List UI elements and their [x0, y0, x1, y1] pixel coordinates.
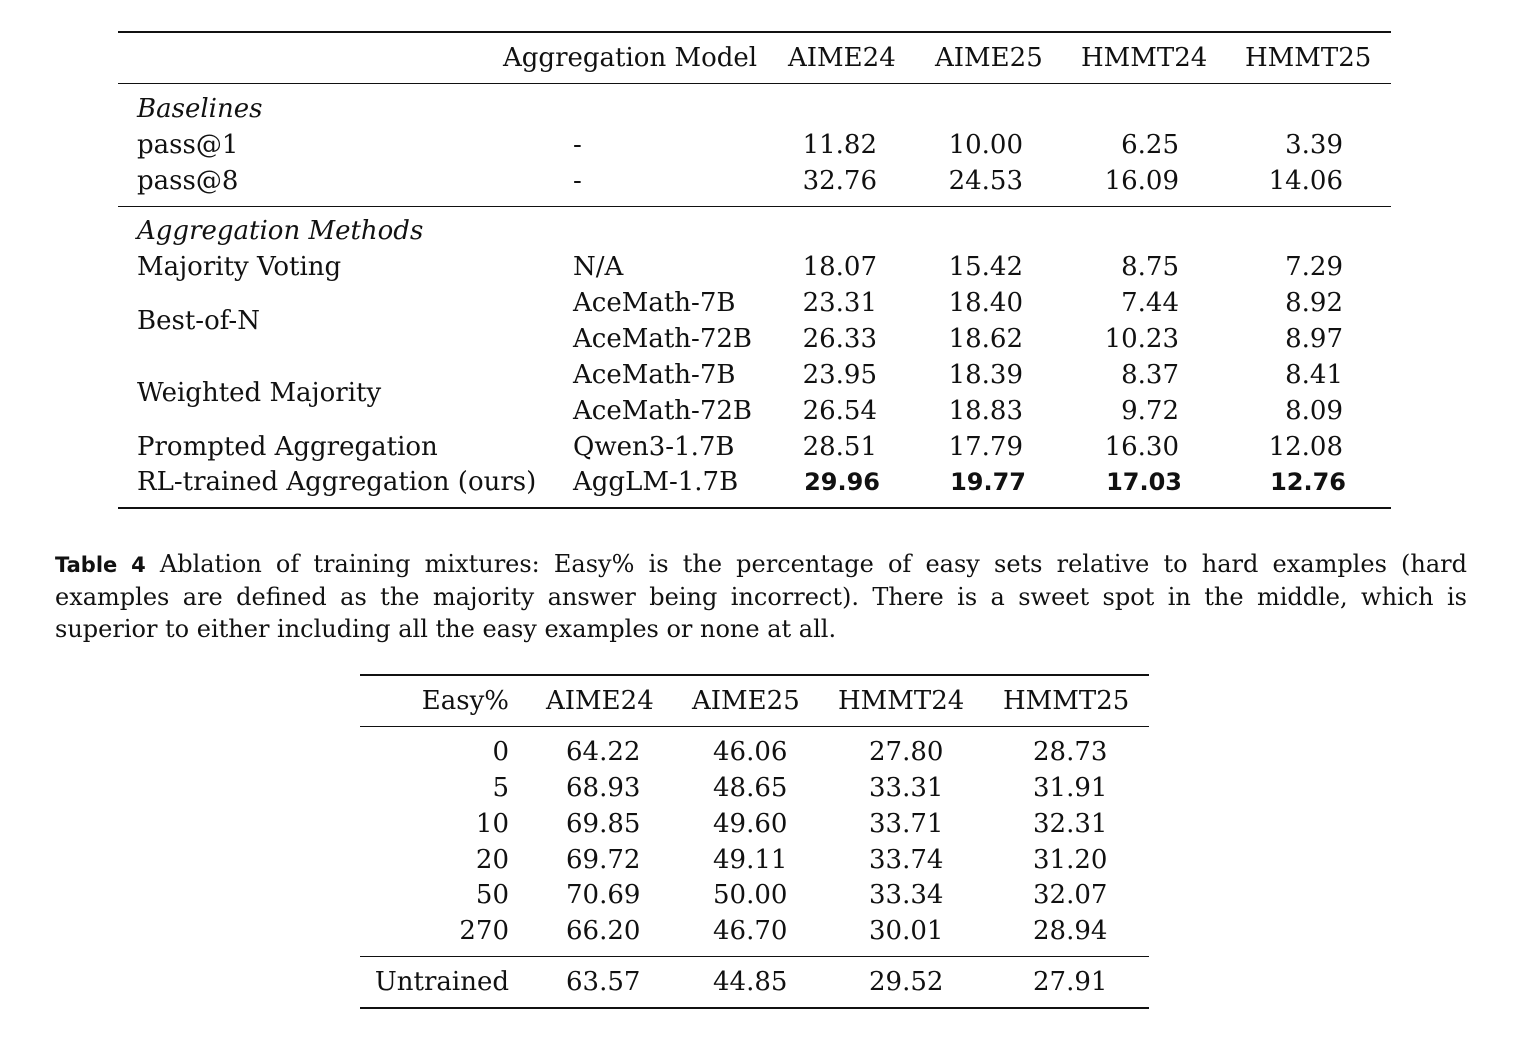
- aggregation-model: AceMath-7B: [573, 360, 736, 390]
- section-rule: [118, 206, 1391, 207]
- score-hmmt25: 8.92: [1285, 288, 1343, 318]
- score-hmmt24: 7.44: [1121, 288, 1179, 318]
- col-header-hmmt24: HMMT24: [838, 686, 965, 716]
- score-aime24: 70.69: [566, 880, 641, 910]
- score-hmmt25: 32.31: [1033, 809, 1108, 839]
- score-hmmt25: 3.39: [1285, 130, 1343, 160]
- col-header-aime25: AIME25: [692, 686, 800, 716]
- header-rule: [118, 83, 1391, 84]
- method-name: Weighted Majority: [137, 378, 382, 408]
- score-aime25: 49.11: [713, 845, 788, 875]
- score-aime25: 46.70: [713, 916, 788, 946]
- bottom-rule: [360, 1007, 1149, 1009]
- aggregation-model: AceMath-7B: [573, 288, 736, 318]
- header-rule: [360, 726, 1149, 727]
- col-header-easy-pct: Easy%: [421, 686, 509, 716]
- col-header-aime24: AIME24: [546, 686, 654, 716]
- score-hmmt24: 16.30: [1104, 432, 1179, 462]
- method-name: Prompted Aggregation: [137, 432, 438, 462]
- score-aime24: 28.51: [802, 432, 877, 462]
- bottom-rule: [118, 507, 1391, 509]
- score-hmmt25: 32.07: [1033, 880, 1108, 910]
- score-aime24-best: 29.96: [804, 468, 880, 496]
- score-hmmt25: 27.91: [1033, 967, 1108, 997]
- untrained-rule: [360, 956, 1149, 957]
- top-rule: [118, 31, 1391, 33]
- score-hmmt24: 9.72: [1121, 396, 1179, 426]
- col-header-aime24: AIME24: [788, 43, 896, 73]
- score-aime24: 66.20: [566, 916, 641, 946]
- score-aime25: 50.00: [713, 880, 788, 910]
- score-aime24: 26.33: [802, 324, 877, 354]
- score-aime25: 10.00: [948, 130, 1023, 160]
- easy-pct: 10: [475, 809, 509, 839]
- score-aime24: 69.85: [566, 809, 641, 839]
- score-hmmt25: 28.73: [1033, 737, 1108, 767]
- col-header-hmmt25: HMMT25: [1003, 686, 1130, 716]
- score-hmmt25-best: 12.76: [1270, 468, 1346, 496]
- score-hmmt24: 33.71: [869, 809, 944, 839]
- easy-pct: 20: [475, 845, 509, 875]
- score-hmmt24: 10.23: [1104, 324, 1179, 354]
- score-aime25: 44.85: [713, 967, 788, 997]
- score-aime24: 11.82: [802, 130, 877, 160]
- score-aime25: 48.65: [713, 773, 788, 803]
- score-hmmt24: 6.25: [1121, 130, 1179, 160]
- col-header-aggregation-model: Aggregation Model: [503, 43, 758, 73]
- untrained-label: Untrained: [374, 967, 509, 997]
- aggregation-model: -: [573, 166, 582, 196]
- score-hmmt25: 28.94: [1033, 916, 1108, 946]
- score-hmmt25: 14.06: [1268, 166, 1343, 196]
- score-aime25: 15.42: [948, 252, 1023, 282]
- easy-pct: 50: [475, 880, 509, 910]
- score-aime24: 68.93: [566, 773, 641, 803]
- score-aime25: 18.62: [948, 324, 1023, 354]
- score-hmmt24: 16.09: [1104, 166, 1179, 196]
- score-aime25: 18.39: [948, 360, 1023, 390]
- score-hmmt25: 8.41: [1285, 360, 1343, 390]
- score-aime24: 26.54: [802, 396, 877, 426]
- col-header-aime25: AIME25: [935, 43, 1043, 73]
- table-caption: [55, 548, 1467, 645]
- score-aime24: 23.31: [802, 288, 877, 318]
- score-aime25: 49.60: [713, 809, 788, 839]
- score-hmmt24: 30.01: [869, 916, 944, 946]
- score-hmmt25: 31.20: [1033, 845, 1108, 875]
- method-name: Best-of-N: [137, 306, 260, 336]
- aggregation-model: AggLM-1.7B: [573, 467, 739, 497]
- caption-label: Table 4: [55, 553, 146, 577]
- score-aime25: 18.40: [948, 288, 1023, 318]
- score-aime25: 17.79: [948, 432, 1023, 462]
- score-aime25: 46.06: [713, 737, 788, 767]
- score-aime24: 18.07: [802, 252, 877, 282]
- aggregation-model: Qwen3-1.7B: [573, 432, 735, 462]
- score-hmmt25: 8.97: [1285, 324, 1343, 354]
- score-aime24: 63.57: [566, 967, 641, 997]
- method-name: pass@1: [137, 130, 239, 160]
- aggregation-model: N/A: [573, 252, 624, 282]
- score-hmmt24: 29.52: [869, 967, 944, 997]
- score-aime24: 32.76: [802, 166, 877, 196]
- score-aime25: 18.83: [948, 396, 1023, 426]
- score-hmmt24: 8.37: [1121, 360, 1179, 390]
- score-hmmt24: 33.31: [869, 773, 944, 803]
- score-hmmt24: 27.80: [869, 737, 944, 767]
- method-name: pass@8: [137, 166, 239, 196]
- score-hmmt25: 7.29: [1285, 252, 1343, 282]
- score-aime24: 64.22: [566, 737, 641, 767]
- score-aime24: 23.95: [802, 360, 877, 390]
- score-hmmt24: 33.34: [869, 880, 944, 910]
- score-hmmt24: 8.75: [1121, 252, 1179, 282]
- col-header-hmmt24: HMMT24: [1081, 43, 1208, 73]
- score-aime25-best: 19.77: [950, 468, 1026, 496]
- score-hmmt24-best: 17.03: [1106, 468, 1182, 496]
- easy-pct: 270: [459, 916, 509, 946]
- section-label-aggregation-methods: Aggregation Methods: [137, 216, 424, 246]
- col-header-hmmt25: HMMT25: [1245, 43, 1372, 73]
- method-name: Majority Voting: [137, 252, 342, 282]
- score-hmmt25: 12.08: [1268, 432, 1343, 462]
- method-name: RL-trained Aggregation (ours): [137, 467, 537, 497]
- aggregation-model: AceMath-72B: [573, 324, 753, 354]
- score-hmmt25: 31.91: [1033, 773, 1108, 803]
- score-hmmt25: 8.09: [1285, 396, 1343, 426]
- easy-pct: 0: [492, 737, 509, 767]
- top-rule: [360, 674, 1149, 676]
- aggregation-model: -: [573, 130, 582, 160]
- caption-text: Ablation of training mixtures: Easy% is the percentage of easy sets relative to hard examples (hard examples are defined as the majority answer being incorrect). There is a sweet spot in the middle, which is superior to either including all the easy examples or none at all.: [55, 550, 1467, 643]
- score-hmmt24: 33.74: [869, 845, 944, 875]
- aggregation-model: AceMath-72B: [573, 396, 753, 426]
- easy-pct: 5: [492, 773, 509, 803]
- score-aime25: 24.53: [948, 166, 1023, 196]
- section-label-baselines: Baselines: [137, 94, 263, 124]
- score-aime24: 69.72: [566, 845, 641, 875]
